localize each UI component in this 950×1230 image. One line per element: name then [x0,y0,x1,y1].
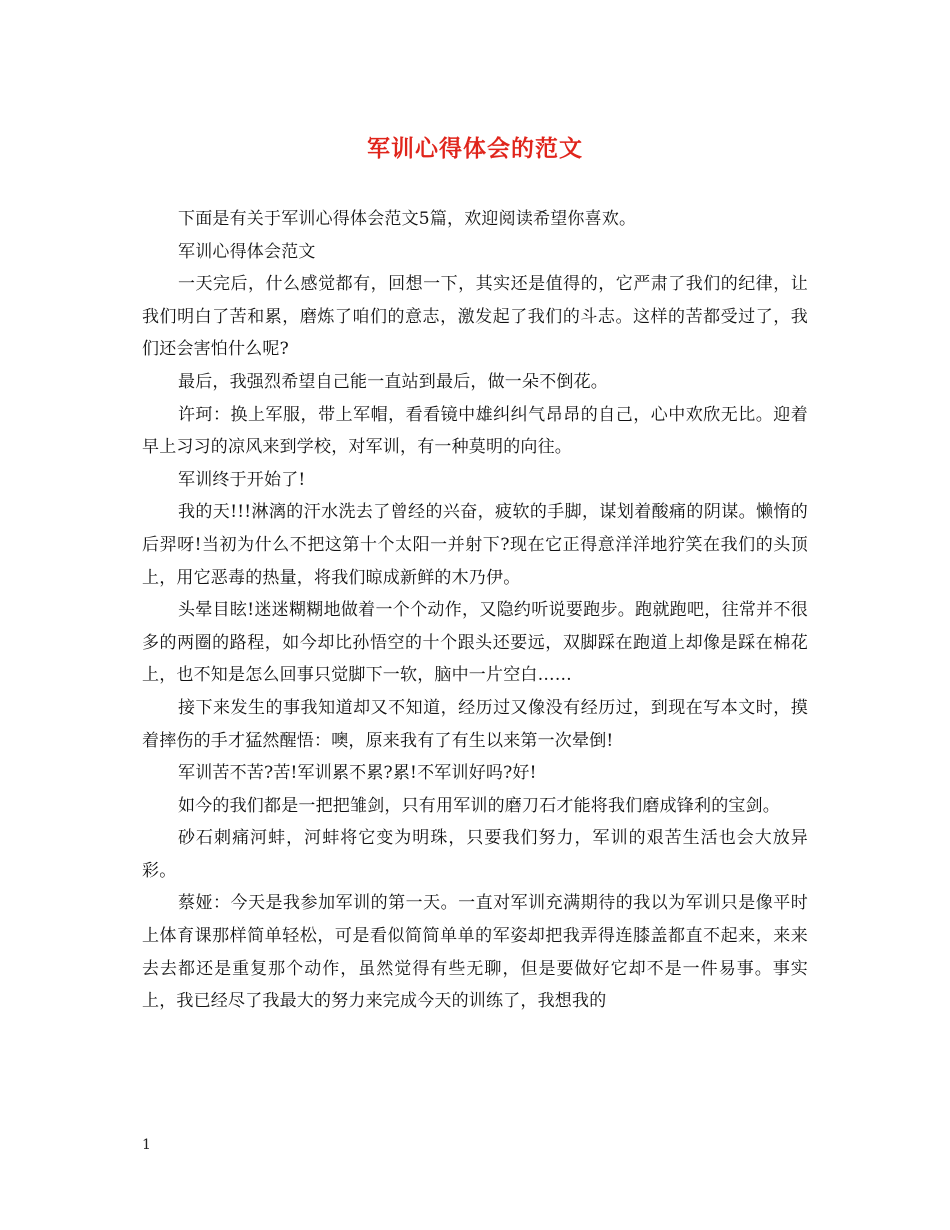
page-number: 1 [142,1137,151,1153]
paragraph: 军训苦不苦?苦!军训累不累?累!不军训好吗?好! [178,763,537,784]
paragraph: 蔡娅：今天是我参加军训的第一天。一直对军训充满期待的我以为军训只是像平时上体育课那样简单轻松，可是看似简简单单的军姿却把我弄得连膝盖都直不起来，来来去去都还是重复那个动作，虽然觉得有些无聊，但是要做好它却不是一件易事。事实上，我已经尽了我最大的努力来完成今天的训练了，我想我的 [142,893,808,1012]
document-title: 军训心得体会的范文 [367,135,583,162]
paragraph: 接下来发生的事我知道却又不知道，经历过又像没有经历过，到现在写本文时，摸着摔伤的手才猛然醒悟：噢，原来我有了有生以来第一次晕倒! [142,697,808,751]
paragraph: 最后，我强烈希望自己能一直站到最后，做一朵不倒花。 [178,371,608,392]
paragraph: 头晕目眩!迷迷糊糊地做着一个个动作，又隐约听说要跑步。跑就跑吧，往常并不很多的两圈的路程，如今却比孙悟空的十个跟头还要远，双脚踩在跑道上却像是踩在棉花上，也不知是怎么回事只觉脚下一软，脑中一片空白…… [142,600,808,686]
paragraph: 如今的我们都是一把把雏剑，只有用军训的磨刀石才能将我们磨成锋利的宝剑。 [178,795,780,816]
paragraph: 许珂：换上军服，带上军帽，看看镜中雄纠纠气昂昂的自己，心中欢欣无比。迎着早上习习的凉风来到学校，对军训，有一种莫明的向往。 [142,404,808,458]
document-body [142,203,808,1018]
paragraph: 一天完后，什么感觉都有，回想一下，其实还是值得的，它严肃了我们的纪律，让我们明白了苦和累，磨炼了咱们的意志，激发起了我们的斗志。这样的苦都受过了，我们还会害怕什么呢? [142,274,808,360]
paragraph: 我的天!!!淋漓的汗水洗去了曾经的兴奋，疲软的手脚，谋划着酸痛的阴谋。懒惰的后羿呀!当初为什么不把这第十个太阳一并射下?现在它正得意洋洋地狞笑在我们的头顶上，用它恶毒的热量，将我们晾成新鲜的木乃伊。 [142,502,808,588]
paragraph-subheading: 军训心得体会范文 [178,241,316,262]
paragraph-intro: 下面是有关于军训心得体会范文5篇，欢迎阅读希望你喜欢。 [178,209,637,229]
paragraph: 砂石刺痛河蚌，河蚌将它变为明珠，只要我们努力，军训的艰苦生活也会大放异彩。 [142,828,808,881]
paragraph: 军训终于开始了! [178,469,306,490]
